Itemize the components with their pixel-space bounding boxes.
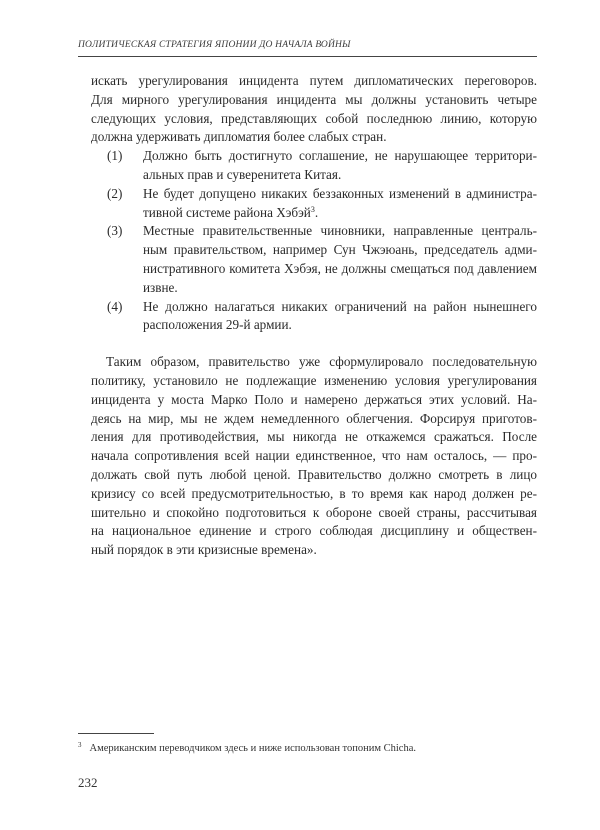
header-rule [78,56,537,57]
intro-line: искать урегулирования инцидента путем дипломатических переговоров. [91,73,537,88]
page-number: 232 [78,775,98,790]
conclusion-line: начала сопротивления всей нации единственное, что нам осталось, — про- [91,448,537,464]
footnote-rule [78,733,154,734]
conclusion-line: на национальное единение и строго соблюдая дисциплину и обществен- [91,523,537,539]
condition-line: расположения 29-й армии. [143,317,292,333]
condition-line: извне. [143,279,178,295]
condition-line: альных прав и суверенитета Китая. [143,166,342,182]
condition-number: (1) [107,148,123,164]
footnote [78,741,537,754]
intro-line: должна удерживать дипломатия более слабых стран. [91,129,387,145]
condition-line: нистративного комитета Хэбэя, не должны смещаться под давлением [143,260,537,276]
condition-line: Местные правительственные чиновники, направленные централь- [143,223,537,239]
condition-number: (4) [107,298,123,314]
intro-line: следующих условия, представляющих собой последнюю линию, которую [91,110,537,126]
paragraph-spacer [91,335,537,353]
conditions-list [91,147,537,335]
condition-line: тивной системе района Хэбэй [143,204,311,220]
condition-number: (3) [107,223,123,239]
footnote-text: Американским переводчиком здесь и ниже использован топоним Chicha. [89,743,417,754]
condition-line: ным правительством, например Сун Чжэюань, председатель адми- [143,242,537,258]
running-head: ПОЛИТИЧЕСКАЯ СТРАТЕГИЯ ЯПОНИИ ДО НАЧАЛА ВОЙНЫ [78,40,351,50]
condition-item-4 [107,298,537,336]
condition-item-1 [107,147,537,185]
conclusion-line: ления для противодействия, мы никогда не откажемся сражаться. После [91,429,537,445]
conclusion-line: ный порядок в эти кризисные времена». [91,542,317,558]
intro-paragraph [91,72,537,147]
body-text [91,72,537,560]
condition-number: (2) [107,185,123,201]
condition-line: Не будет допущено никаких беззаконных изменений в администра- [143,185,537,201]
condition-line: Не должно налагаться никаких ограничений на район нынешнего [143,298,537,314]
condition-line-with-ref: тивной системе района Хэбэй$^3$. [143,204,319,220]
conclusion-line: политику, установило не подлежащие изменению условия урегулирования [91,372,537,388]
condition-line: Должно быть достигнуто соглашение, не нарушающее территори- [143,148,537,164]
footnote-reference[interactable]: 3 [310,204,315,214]
conclusion-line: деясь на мир, мы не ждем немедленного облегчения. Форсируя приготов- [91,410,537,426]
condition-item-2 [107,185,537,223]
conclusion-line: шительно и спокойно подготовиться к обороне своей страны, рассчитывая [91,504,537,520]
conclusion-line: инцидента у моста Марко Поло и намерено держаться этих условий. На- [91,391,537,407]
intro-line: Для мирного урегулирования инцидента мы должны установить четыре [91,91,537,107]
condition-item-3 [107,222,537,297]
conclusion-paragraph [91,353,537,560]
conclusion-line: должать свой путь любой ценой. Правительство должно смотреть в лицо [91,466,537,482]
conclusion-line: кризису со всей предусмотрительностью, в то время как народ должен ре- [91,485,537,501]
footnote-mark: 3 [78,741,82,749]
conclusion-line: Таким образом, правительство уже сформулировало последовательную [106,354,537,370]
